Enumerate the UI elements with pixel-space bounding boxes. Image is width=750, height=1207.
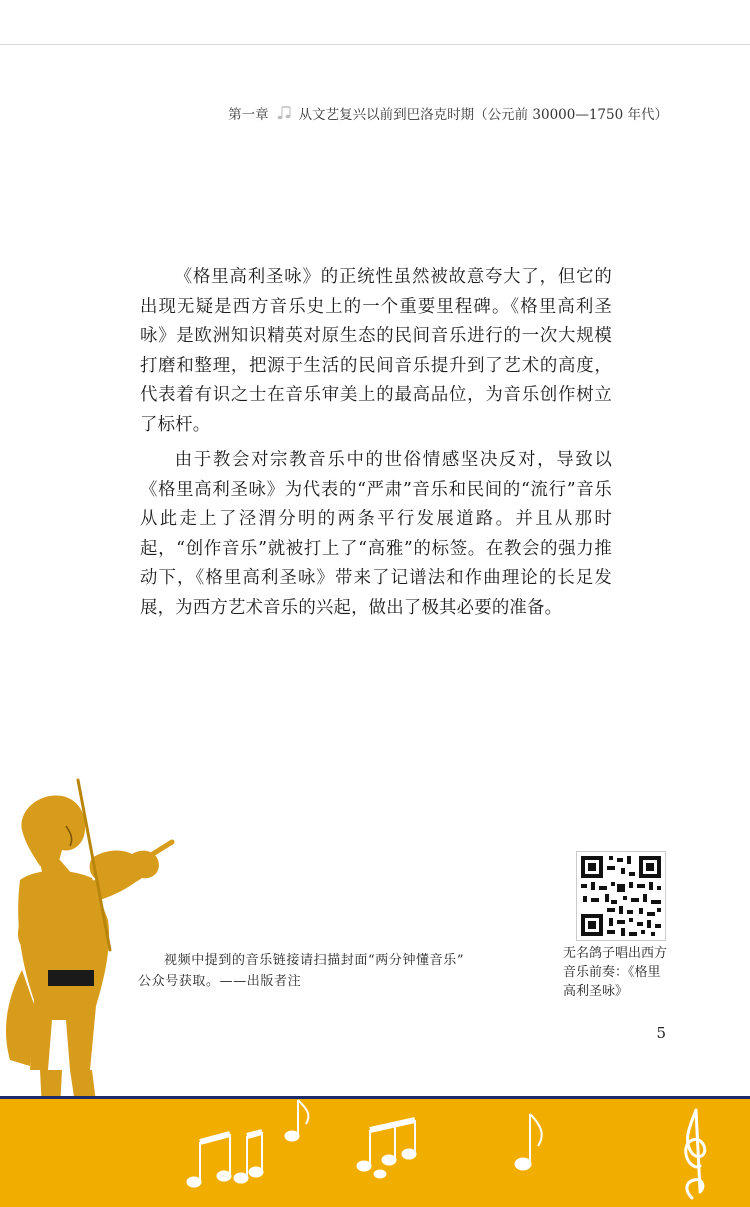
qr-caption: 无名鸽子唱出西方音乐前奏：《格里高利圣咏》 <box>563 946 668 999</box>
top-rule <box>0 0 750 45</box>
chapter-title: 从文艺复兴以前到巴洛克时期（公元前 30000—1750 年代） <box>298 107 668 123</box>
running-header <box>228 103 668 123</box>
footnote-line-1: 视频中提到的音乐链接请扫描封面“两分钟懂音乐” <box>164 953 465 968</box>
paragraph-1: 《格里高利圣咏》的正统性虽然被故意夸大了，但它的出现无疑是西方音乐史上的一个重要里程碑。《格里高利圣咏》是欧洲知识精英对原生态的民间音乐进行的一次大规模打磨和整理，把源于生活的民间音乐提升到了艺术的高度，代表着有识之士在音乐审美上的最高品位，为音乐创作树立了标杆。 <box>140 267 612 435</box>
footnote <box>138 950 518 992</box>
page-number: 5 <box>656 1024 666 1042</box>
chapter-label: 第一章 <box>228 107 269 123</box>
music-note-icon <box>275 106 293 120</box>
footnote-line-2: 公众号获取。——出版者注 <box>138 974 302 989</box>
body-text <box>140 263 612 629</box>
qr-code-icon[interactable] <box>576 851 666 941</box>
paragraph-2: 由于教会对宗教音乐中的世俗情感坚决反对，导致以《格里高利圣咏》为代表的“严肃”音乐和民间的“流行”音乐从此走上了泾渭分明的两条平行发展道路。并且从那时起，“创作音乐”就被打上了“高雅”的标签。在教会的强力推动下，《格里高利圣咏》带来了记谱法和作曲理论的长足发展，为西方艺术音乐的兴起，做出了极其必要的准备。 <box>140 450 612 618</box>
music-notes-decoration <box>0 1090 750 1204</box>
